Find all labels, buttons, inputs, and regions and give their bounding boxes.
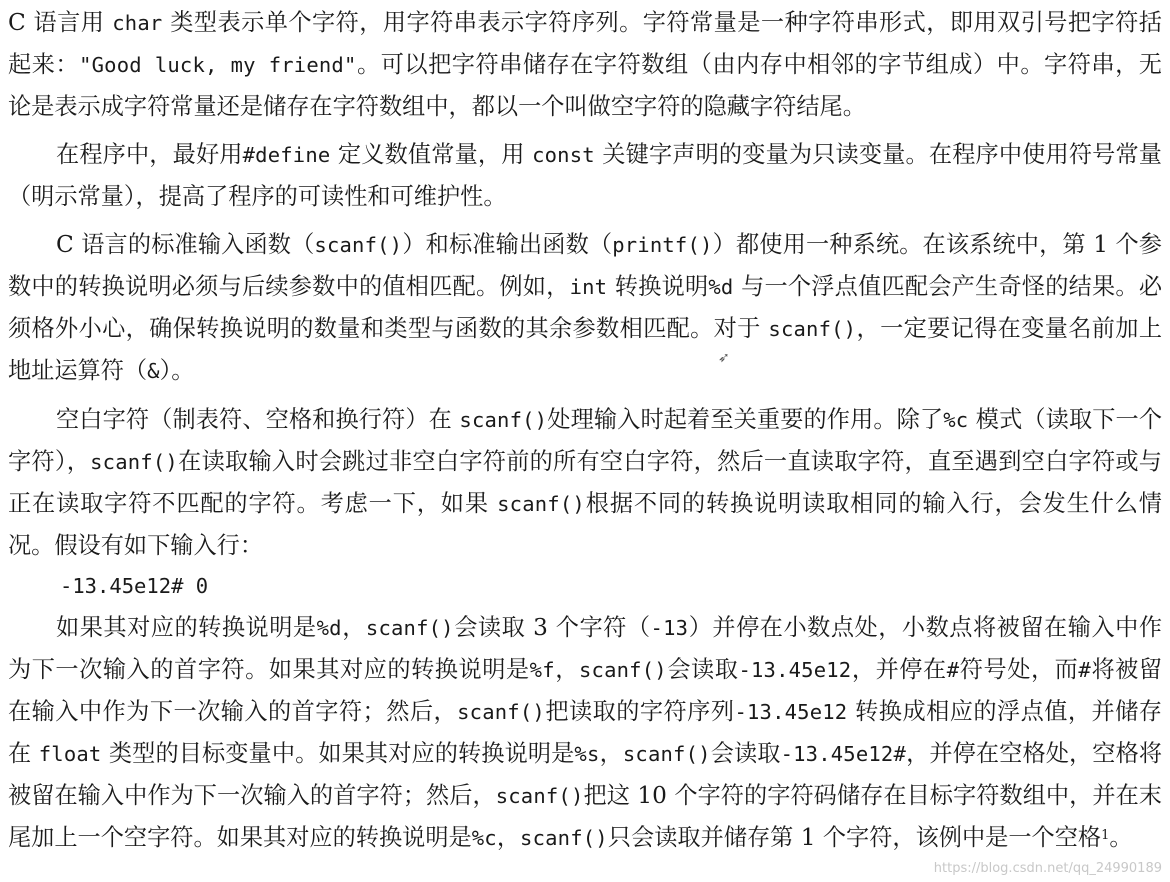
inline-code: -13.45e12: [738, 658, 852, 682]
inline-code: %d: [316, 616, 342, 640]
inline-code: -13: [650, 616, 689, 640]
text-run: 如果其对应的转换说明是: [56, 614, 317, 641]
inline-code: scanf(): [622, 742, 711, 766]
inline-code: scanf(): [579, 658, 667, 682]
text-run: ）和标准输出函数（: [402, 231, 613, 258]
text-run: 只会读取并储存第 1 个字符，该例中是一个空格: [607, 824, 1102, 851]
inline-code: #define: [242, 143, 331, 167]
inline-code: %d: [708, 275, 734, 299]
inline-code: scanf(): [768, 317, 857, 341]
document-page: [8, 0, 1162, 882]
paragraph-conversion-body: [8, 614, 1162, 851]
inline-code: scanf(): [314, 233, 403, 257]
text-run: ）。: [159, 357, 195, 384]
text-run: 模式（读取下一个字符），: [8, 406, 1163, 475]
text-run: 关键字声明的变量为只读变量。在程序中使用符号常量（明示常量），提高了程序的可读性和可维护性。: [8, 141, 1162, 210]
text-run: 符号处，而: [959, 656, 1079, 683]
inline-code: char: [112, 11, 163, 35]
text-run: ，一定要记得在变量名前加上地址运算符（: [8, 315, 1163, 384]
inline-code: float: [38, 742, 102, 766]
paragraph-scanf-printf: [8, 224, 1162, 392]
text-run: 定义数值常量，用: [330, 141, 533, 168]
inline-code: printf(): [612, 233, 713, 257]
paragraph-define-const: [8, 134, 1162, 217]
watermark-url: https://blog.csdn.net/qq_24990189: [933, 861, 1162, 876]
inline-code: %s: [574, 742, 600, 766]
text-run: C 语言的标准输入函数（: [56, 231, 315, 258]
inline-code: scanf(): [90, 450, 178, 474]
text-run: ）都使用一种系统。在该系统中，第 1 个参数中的转换说明必须与后续参数中的值相匹配。例如，: [8, 231, 1162, 300]
text-run: 会读取: [666, 656, 739, 683]
text-run: 。可以把字符串储存在字符数组（由内存中相邻的字节组成）中。字符串，无论是表示成字符常量还是储存在字符数组中，都以一个叫做空字符的隐藏字符结尾。: [8, 51, 1162, 120]
text-run: 与一个浮点值匹配会产生奇怪的结果。必须格外小心，确保转换说明的数量和类型与函数的其余参数相匹配。对于: [8, 273, 1163, 342]
text-run: ，: [496, 824, 521, 851]
inline-code: scanf(): [459, 408, 548, 432]
text-run: ，并停在空格处，空格将被留在输入中作为下一次输入的首字符；然后，: [8, 740, 1163, 809]
inline-code: const: [532, 143, 595, 167]
inline-code: int: [569, 275, 608, 299]
inline-code: scanf(): [495, 784, 584, 808]
text-run: 会读取: [710, 740, 781, 767]
text-run: 处理输入时起着至关重要的作用。除了: [547, 406, 944, 433]
text-run: ，并停在: [851, 656, 947, 683]
text-run: 把这 10 个字符的字符码储存在目标字符数组中，并在末尾加上一个空字符。如果其对应的转换说明是: [8, 782, 1162, 851]
text-run: 类型表示单个字符，用字符串表示字符序列。字符常量是一种字符串形式，即用双引号把字符括起来：: [8, 9, 1162, 78]
inline-code: %c: [471, 826, 497, 850]
inline-code: "Good luck, my friend": [79, 53, 357, 77]
inline-code: scanf(): [497, 492, 585, 516]
paragraph-char-strings: [8, 0, 1162, 127]
inline-code: scanf(): [457, 700, 545, 724]
text-run: 空白字符（制表符、空格和换行符）在: [56, 406, 460, 433]
inline-code: #: [946, 658, 960, 682]
text-run: 根据不同的转换说明读取相同的输入行，会发生什么情况。假设有如下输入行：: [8, 490, 1162, 559]
text-run: ，: [341, 614, 366, 641]
text-run: 将被留在输入中作为下一次输入的首字符；然后，: [8, 656, 1163, 725]
inline-code: -13.45e12: [734, 700, 848, 724]
inline-code: %f: [529, 658, 555, 682]
paragraph-ending: 。: [1109, 824, 1133, 851]
text-run: 在程序中，最好用: [56, 141, 243, 168]
inline-code: -13.45e12#: [780, 742, 907, 766]
text-run: 转换成相应的浮点值，并储存在: [8, 698, 1162, 767]
footnote-mark: 1: [1101, 828, 1110, 843]
inline-code: scanf(): [520, 826, 608, 850]
text-run: ，: [554, 656, 579, 683]
inline-code: &: [147, 359, 160, 383]
text-run: ）并停在小数点处，小数点将被留在输入中作为下一次输入的首字符。如果其对应的转换说明是: [8, 614, 1163, 683]
text-run: 类型的目标变量中。如果其对应的转换说明是: [101, 740, 575, 767]
text-run: C 语言用: [8, 9, 113, 36]
inline-code: #: [1078, 658, 1091, 682]
code-input-line: -13.45e12# 0: [60, 574, 209, 598]
text-run: 把读取的字符序列: [544, 698, 735, 725]
inline-code: %c: [943, 408, 969, 432]
text-run: ，: [599, 740, 623, 767]
text-run: 在读取输入时会跳过非空白字符前的所有空白字符，然后一直读取字符，直至遇到空白字符或与正在读取字符不匹配的字符。考虑一下，如果: [8, 448, 1162, 517]
inline-code: scanf(): [365, 616, 454, 640]
paragraph-conversion-cases: [8, 607, 1162, 859]
text-run: 转换说明: [607, 273, 709, 300]
mouse-cursor-icon: ➶: [718, 350, 730, 366]
paragraph-whitespace: [8, 399, 1162, 566]
text-run: 会读取 3 个字符（: [453, 614, 651, 641]
